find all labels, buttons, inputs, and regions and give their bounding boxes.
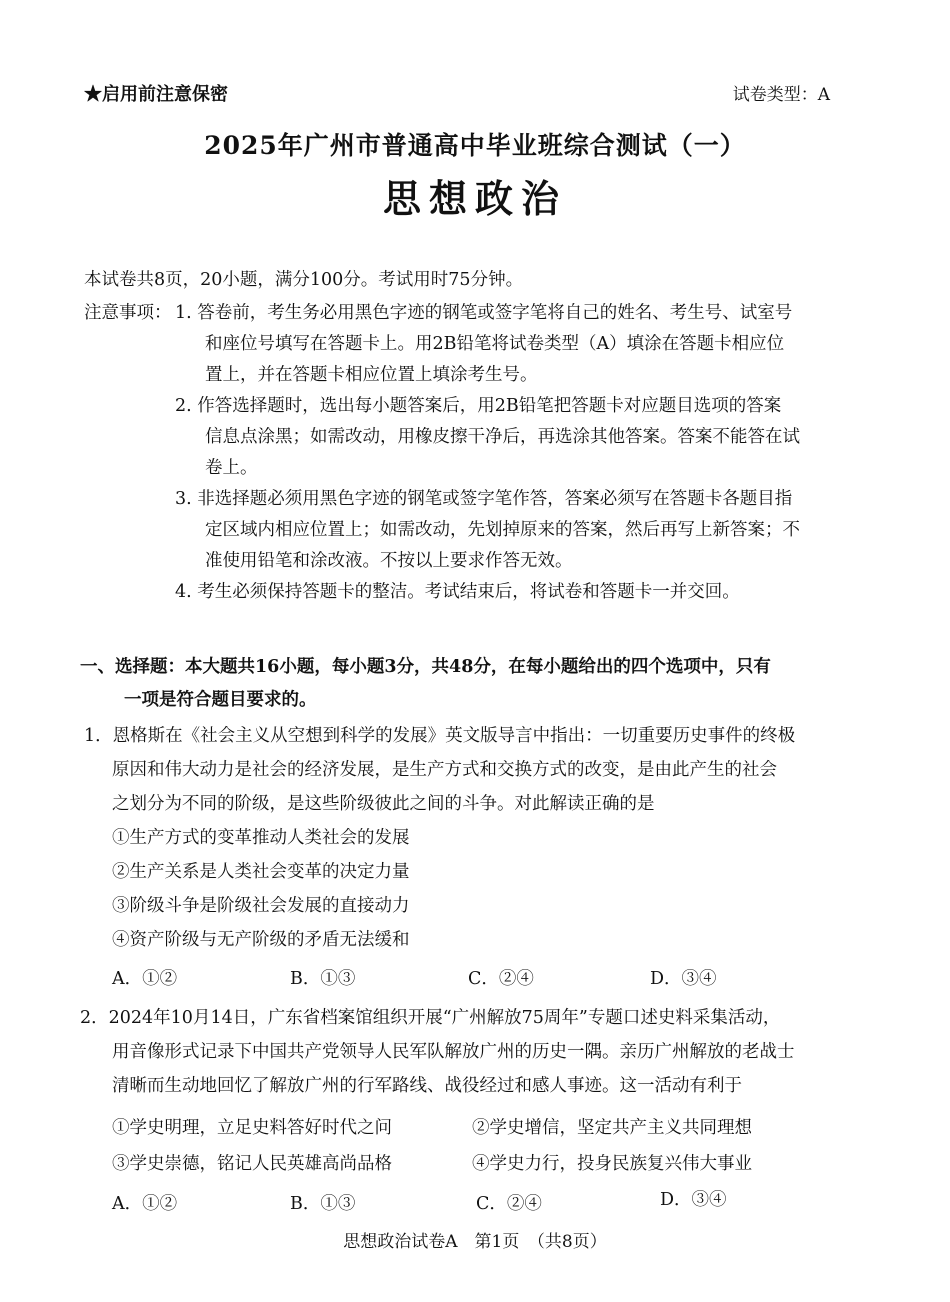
notice-item-3-line-2: 定区域内相应位置上；如需改动，先划掉原来的答案，然后再写上新答案；不 — [205, 520, 800, 540]
notice-item-3-line-3: 准使用铅笔和涂改液。不按以上要求作答无效。 — [205, 551, 573, 571]
question-2-option-a: A．①② — [112, 1194, 178, 1214]
notice-item-2-line-1: 2. 作答选择题时，选出每小题答案后，用2B铅笔把答题卡对应题目选项的答案 — [175, 396, 782, 416]
question-1-option-c: C．②④ — [468, 969, 534, 989]
question-1-statement-1: ①生产方式的变革推动人类社会的发展 — [112, 828, 410, 848]
paper-type: 试卷类型：A — [732, 85, 830, 105]
question-1-option-d: D．③④ — [650, 969, 717, 989]
page-footer: 思想政治试卷A 第1页 （共8页） — [343, 1232, 607, 1252]
question-2-option-b: B．①③ — [290, 1194, 356, 1214]
confidential-notice: ★启用前注意保密 — [84, 84, 228, 105]
question-1-stem-line-2: 原因和伟大动力是社会的经济发展，是生产方式和交换方式的改变，是由此产生的社会 — [112, 760, 777, 780]
section-heading-line-2: 一项是符合题目要求的。 — [124, 690, 317, 710]
notice-item-4-line-1: 4. 考生必须保持答题卡的整洁。考试结束后，将试卷和答题卡一并交回。 — [175, 582, 740, 602]
notice-item-2-line-3: 卷上。 — [205, 458, 258, 478]
question-2-stem-line-1: 2．2024年10月14日，广东省档案馆组织开展“广州解放75周年”专题口述史料采集活动， — [80, 1008, 781, 1028]
notice-item-3-line-1: 3. 非选择题必须用黑色字迹的钢笔或签字笔作答，答案必须写在答题卡各题目指 — [175, 489, 793, 509]
intro-text: 本试卷共8页，20小题，满分100分。考试用时75分钟。 — [84, 270, 524, 290]
question-2-statement-3: ③学史崇德，铭记人民英雄高尚品格 — [112, 1154, 392, 1174]
question-2-statement-4: ④学史力行，投身民族复兴伟大事业 — [472, 1154, 752, 1174]
question-2-option-d: D．③④ — [660, 1190, 727, 1210]
question-1-statement-4: ④资产阶级与无产阶级的矛盾无法缓和 — [112, 930, 410, 950]
question-1-statement-2: ②生产关系是人类社会变革的决定力量 — [112, 862, 410, 882]
question-2-option-c: C．②④ — [476, 1194, 542, 1214]
subject-title: 思想政治 — [382, 176, 567, 221]
notice-label: 注意事项： — [84, 303, 172, 323]
question-2-stem-line-3: 清晰而生动地回忆了解放广州的行军路线、战役经过和感人事迹。这一活动有利于 — [112, 1076, 742, 1096]
question-1-option-b: B．①③ — [290, 969, 356, 989]
question-1-stem-line-1: 1．恩格斯在《社会主义从空想到科学的发展》英文版导言中指出：一切重要历史事件的终极 — [84, 726, 796, 746]
notice-item-1-line-3: 置上，并在答题卡相应位置上填涂考生号。 — [205, 365, 538, 385]
notice-item-2-line-2: 信息点涂黑；如需改动，用橡皮擦干净后，再选涂其他答案。答案不能答在试 — [205, 427, 800, 447]
question-1-statement-3: ③阶级斗争是阶级社会发展的直接动力 — [112, 896, 410, 916]
notice-item-1-line-2: 和座位号填写在答题卡上。用2B铅笔将试卷类型（A）填涂在答题卡相应位 — [205, 334, 785, 354]
notice-item-1-line-1: 1. 答卷前，考生务必用黑色字迹的钢笔或签字笔将自己的姓名、考生号、试室号 — [175, 303, 793, 323]
question-2-statement-1: ①学史明理，立足史料答好时代之问 — [112, 1118, 392, 1138]
question-1-stem-line-3: 之划分为不同的阶级，是这些阶级彼此之间的斗争。对此解读正确的是 — [112, 794, 655, 814]
question-2-statement-2: ②学史增信，坚定共产主义共同理想 — [472, 1118, 752, 1138]
question-1-option-a: A．①② — [112, 969, 178, 989]
section-heading-line-1: 一、选择题：本大题共16小题，每小题3分，共48分，在每小题给出的四个选项中，只有 — [80, 657, 771, 677]
exam-title: 2025年广州市普通高中毕业班综合测试（一） — [204, 131, 746, 160]
question-2-stem-line-2: 用音像形式记录下中国共产党领导人民军队解放广州的历史一隅。亲历广州解放的老战士 — [112, 1042, 795, 1062]
